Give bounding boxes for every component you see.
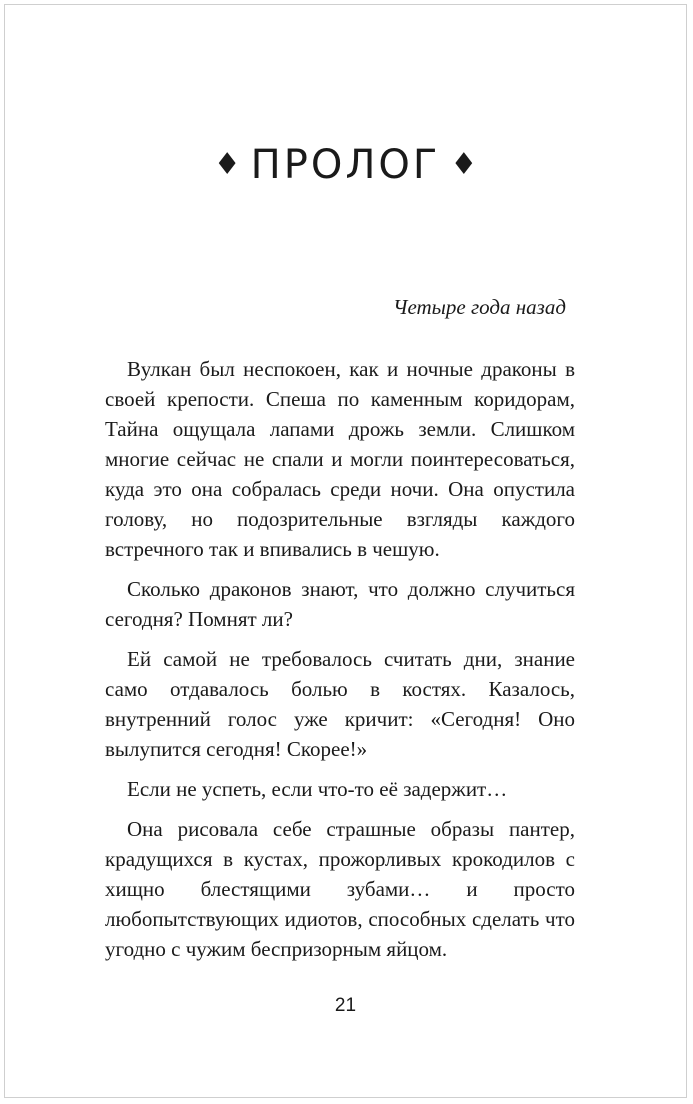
diamond-ornament-left-icon: ♦ bbox=[213, 147, 241, 182]
page-number: 21 bbox=[334, 995, 357, 1016]
book-page bbox=[4, 4, 687, 1098]
chapter-title bbox=[5, 141, 686, 189]
paragraph: Она рисовала себе страшные образы пантер, крадущихся в кустах, прожорливых крокодилов с хищно блестящими зубами… и просто любопытствующих идиотов, способных сделать что угодно с чужим беспризорным яйцом. bbox=[105, 817, 575, 961]
paragraph: Вулкан был неспокоен, как и ночные драконы в своей крепости. Спеша по каменным коридорам, Тайна ощущала лапами дрожь земли. Слишком многие сейчас не спали и могли поинтересоваться, куда это она собралась среди ночи. Она опустила голову, но подозрительные взгляды каждого встречного так и впивались в чешую. bbox=[105, 357, 575, 561]
diamond-ornament-right-icon: ♦ bbox=[450, 147, 478, 182]
epigraph: Четыре года назад bbox=[393, 295, 566, 319]
paragraph: Если не успеть, если что-то её задержит… bbox=[127, 777, 508, 801]
body-text bbox=[105, 354, 575, 974]
paragraph: Ей самой не требовалось считать дни, знание само отдавалось болью в костях. Казалось, внутренний голос уже кричит: «Сегодня! Оно вылупится сегодня! Скорее!» bbox=[105, 647, 575, 761]
chapter-title-text: ПРОЛОГ bbox=[250, 142, 441, 188]
paragraph: Сколько драконов знают, что должно случиться сегодня? Помнят ли? bbox=[105, 577, 575, 631]
